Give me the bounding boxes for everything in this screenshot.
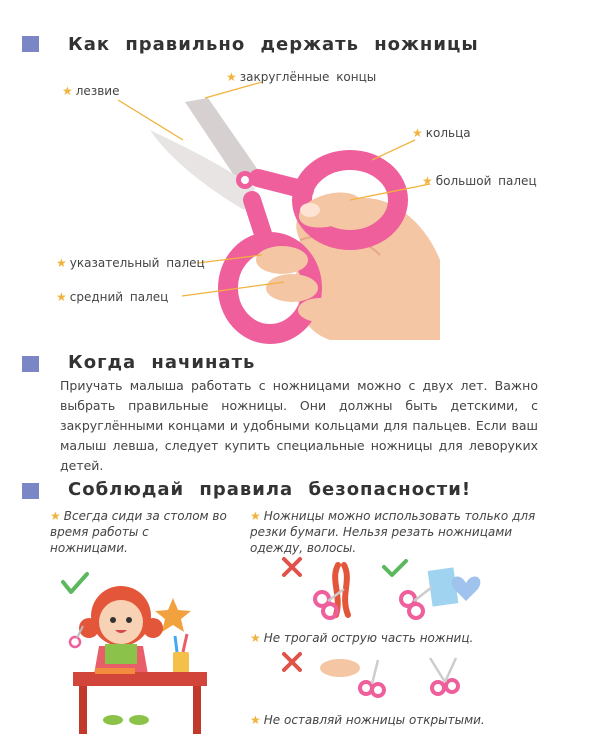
star-icon: ★	[250, 713, 261, 727]
star-icon: ★	[56, 290, 67, 304]
section-marker-square	[22, 36, 39, 52]
scissors-hand-illustration	[0, 60, 600, 350]
girl-at-table-illustration	[55, 570, 235, 740]
star-icon: ★	[62, 84, 73, 98]
rule-sit-at-table: ★ Всегда сиди за столом во время работы с ножницами.	[50, 509, 227, 555]
cut-paper-illustration	[280, 555, 500, 625]
label-blade: ★ лезвие	[62, 84, 120, 98]
index-finger	[256, 246, 308, 274]
star-icon: ★	[412, 126, 423, 140]
scissors-icon	[432, 682, 444, 694]
label-thumb: ★ большой палец	[422, 174, 537, 188]
section-marker-square	[22, 483, 39, 499]
label-middle-finger: ★ средний палец	[56, 290, 169, 304]
girl-face	[99, 600, 143, 644]
rule-cut-only-paper: ★ Ножницы можно использовать только для резки бумаги. Нельзя резать ножницами одежду, волосы.	[250, 509, 536, 555]
check-icon	[384, 561, 406, 575]
cross-icon	[284, 559, 300, 575]
section-title-hold-scissors: Как правильно держать ножницы	[68, 34, 479, 55]
star-icon: ★	[250, 631, 261, 645]
cross-icon	[284, 654, 300, 670]
label-rounded-ends: ★ закруглённые концы	[226, 70, 377, 84]
rule-dont-leave-open: ★ Не оставляй ножницы открытыми.	[250, 713, 485, 727]
middle-finger	[266, 274, 318, 302]
section-title-safety-rules: Соблюдай правила безопасности!	[68, 479, 472, 500]
rule-dont-touch-blade: ★ Не трогай острую часть ножниц.	[250, 631, 474, 645]
dont-touch-blade-illustration	[280, 650, 500, 705]
section-marker-square	[22, 356, 39, 372]
star-icon: ★	[250, 509, 261, 523]
section-title-when-to-start: Когда начинать	[68, 352, 256, 373]
star-icon: ★	[422, 174, 433, 188]
label-rings: ★ кольца	[412, 126, 471, 140]
star-icon: ★	[226, 70, 237, 84]
table-top	[73, 672, 207, 686]
star-icon: ★	[56, 256, 67, 270]
star-icon: ★	[50, 509, 61, 523]
scissors-icon	[360, 682, 372, 694]
when-to-start-paragraph: Приучать малыша работать с ножницами можно с двух лет. Важно выбрать правильные ножницы. Они должны быть детскими, с закруглёнными концами и удобными кольцами для пальцев. Если ваш малыш левша, следует купить специальные ножницы для леворуких детей.	[60, 378, 538, 473]
label-index-finger: ★ указательный палец	[56, 256, 205, 270]
check-icon	[63, 574, 87, 592]
finger-shape	[320, 659, 360, 677]
